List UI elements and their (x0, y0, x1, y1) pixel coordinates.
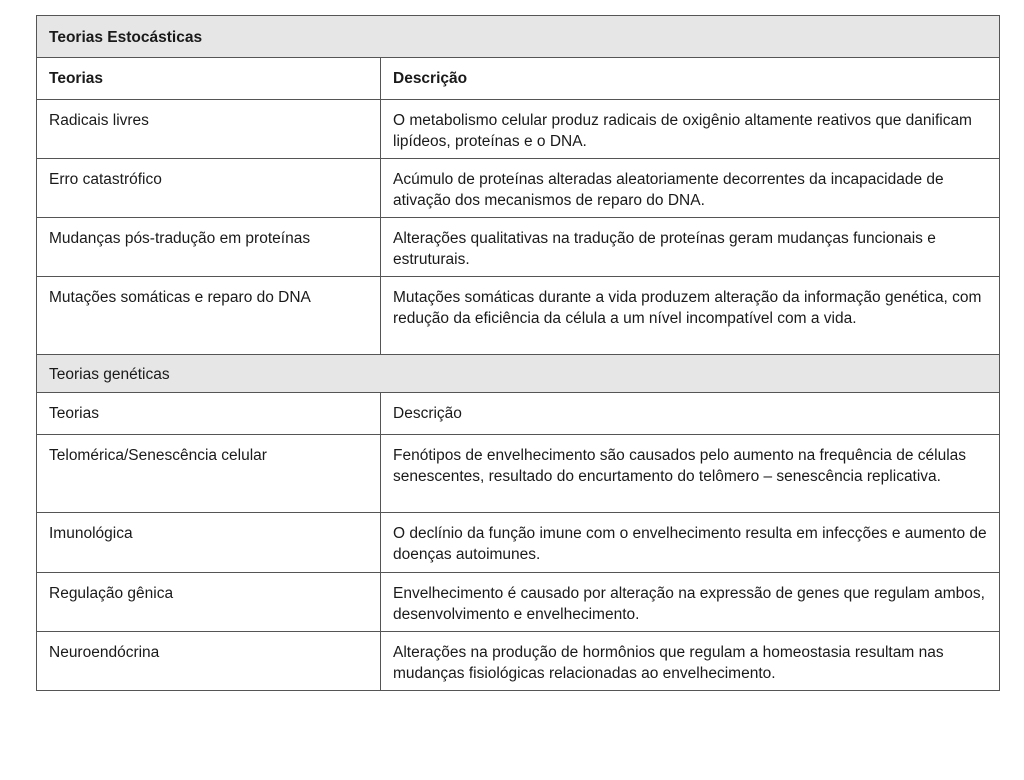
aging-theories-table (36, 15, 1000, 691)
theory-cell: Erro catastrófico (37, 159, 381, 218)
table-row (37, 218, 1000, 277)
description-cell: Fenótipos de envelhecimento são causados pelo aumento na frequência de células senescentes, resultado do encurtamento do telômero – senescência replicativa. (381, 435, 1000, 513)
column-header-theory: Teorias (37, 58, 381, 100)
description-cell: Acúmulo de proteínas alteradas aleatoriamente decorrentes da incapacidade de ativação dos mecanismos de reparo do DNA. (381, 159, 1000, 218)
theory-cell: Neuroendócrina (37, 632, 381, 691)
section-header-stochastic (37, 16, 1000, 58)
description-cell: O metabolismo celular produz radicais de oxigênio altamente reativos que danificam lipídeos, proteínas e o DNA. (381, 100, 1000, 159)
table-row (37, 632, 1000, 691)
column-header-row (37, 58, 1000, 100)
theory-cell: Mudanças pós-tradução em proteínas (37, 218, 381, 277)
column-header-row (37, 393, 1000, 435)
table-row (37, 513, 1000, 573)
theory-cell: Radicais livres (37, 100, 381, 159)
column-header-description: Descrição (381, 393, 1000, 435)
column-header-description: Descrição (381, 58, 1000, 100)
table-row (37, 100, 1000, 159)
description-cell: Envelhecimento é causado por alteração na expressão de genes que regulam ambos, desenvolvimento e envelhecimento. (381, 573, 1000, 632)
theory-cell: Regulação gênica (37, 573, 381, 632)
section-title: Teorias Estocásticas (37, 16, 1000, 58)
description-cell: Mutações somáticas durante a vida produzem alteração da informação genética, com redução da eficiência da célula a um nível incompatível com a vida. (381, 277, 1000, 355)
table-row (37, 277, 1000, 355)
section-title: Teorias genéticas (37, 355, 1000, 393)
description-cell: Alterações na produção de hormônios que regulam a homeostasia resultam nas mudanças fisiológicas relacionadas ao envelhecimento. (381, 632, 1000, 691)
description-cell: O declínio da função imune com o envelhecimento resulta em infecções e aumento de doenças autoimunes. (381, 513, 1000, 573)
theory-cell: Mutações somáticas e reparo do DNA (37, 277, 381, 355)
theories-table-container (36, 15, 999, 691)
theory-cell: Telomérica/Senescência celular (37, 435, 381, 513)
table-row (37, 573, 1000, 632)
theory-cell: Imunológica (37, 513, 381, 573)
description-cell: Alterações qualitativas na tradução de proteínas geram mudanças funcionais e estruturais. (381, 218, 1000, 277)
column-header-theory: Teorias (37, 393, 381, 435)
table-row (37, 159, 1000, 218)
table-row (37, 435, 1000, 513)
section-header-genetic (37, 355, 1000, 393)
